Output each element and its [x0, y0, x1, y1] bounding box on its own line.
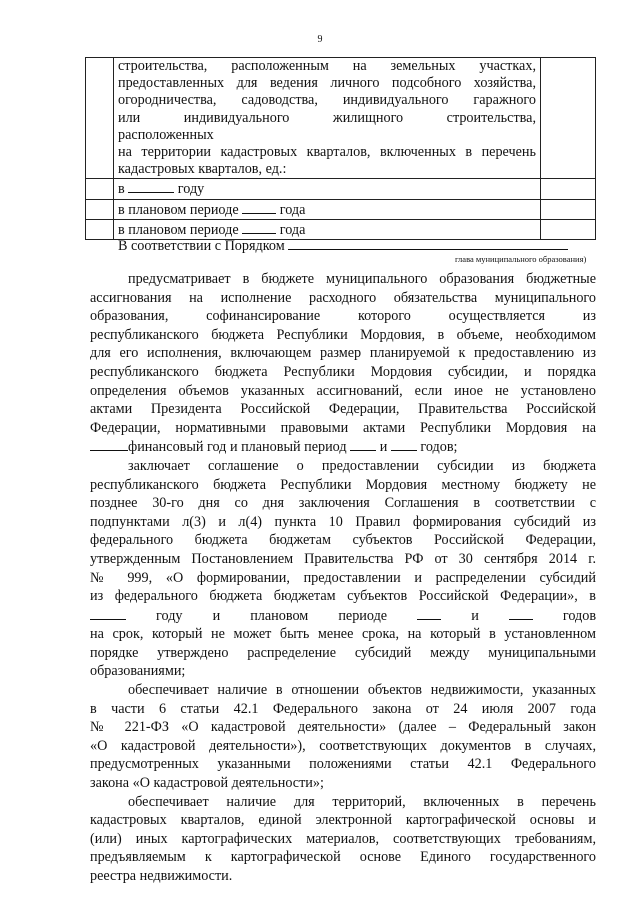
body-line: закона «О кадастровой деятельности»; — [90, 775, 324, 792]
body-line: № 999, «О формировании, предоставлении и распределении субсидий — [90, 569, 596, 586]
body-line — [90, 606, 596, 626]
body-line: республиканского бюджета Республики Мордовия субсидии, и порядка — [90, 363, 596, 380]
row-prefix: в плановом периоде — [118, 201, 239, 218]
body-line: кадастровых кварталов, единой электронной картографической основы и — [90, 812, 596, 829]
body-line: на срок, который не может быть менее срока, на который в установленном — [90, 626, 596, 643]
body-line: определения объемов указанных ассигнований, если иное не установлено — [90, 382, 596, 399]
cell-line: на территории кадастровых кварталов, включенных в перечень — [118, 144, 536, 161]
row-prefix: в плановом периоде — [118, 221, 239, 238]
body-line: позднее 30-го дня со дня заключения Соглашения в соответствии с — [90, 495, 596, 512]
text-fragment: и — [212, 607, 221, 624]
body-line: образования, софинансирование которого осуществляется из — [90, 308, 596, 325]
cell-line: кадастровых кварталов, ед.: — [118, 161, 287, 178]
body-line: «О кадастровой деятельности»), соответствующих документов в случаях, — [90, 737, 596, 754]
row-suffix: году — [177, 181, 205, 198]
page-number: 9 — [317, 34, 323, 45]
body-line: актами Президента Российской Федерации, Правительства Российской — [90, 401, 596, 418]
body-line: республиканского бюджета Республики Мордовия, в объеме, необходимом — [90, 326, 596, 343]
cell-line: огородничества, садоводства, индивидуального гаражного — [118, 92, 536, 109]
blank-line — [391, 437, 417, 451]
blank-line — [417, 606, 441, 620]
table-cell-empty — [541, 199, 596, 219]
table-cell-empty — [86, 58, 114, 179]
sentence-line — [118, 236, 568, 255]
blank-line — [242, 200, 276, 214]
cell-line: расположенных — [118, 126, 214, 143]
table-cell-empty — [86, 179, 114, 199]
text-fragment: плановом — [250, 607, 309, 624]
body-line: обеспечивает наличие для территорий, включенных в перечень — [128, 793, 596, 810]
body-line: (или) иных картографических материалов, соответствующих требованиям, — [90, 830, 596, 847]
text-fragment: годов — [562, 607, 597, 624]
body-line: образованиями; — [90, 663, 186, 680]
form-table — [85, 57, 596, 240]
table-cell-empty — [86, 199, 114, 219]
body-line: Федерации, нормативными правовыми актами Республики Мордовия на — [90, 419, 596, 436]
blank-line — [242, 220, 276, 234]
table-cell-empty — [541, 58, 596, 179]
blank-line — [288, 236, 568, 250]
body-line: № 221-ФЗ «О кадастровой деятельности» (далее – Федеральный закон — [90, 719, 596, 736]
row-suffix: года — [279, 221, 306, 238]
body-line: реестра недвижимости. — [90, 868, 233, 884]
body-line: обеспечивает наличие в отношении объектов недвижимости, указанных — [128, 682, 596, 699]
body-line: заключает соглашение о предоставлении субсидии из бюджета — [128, 457, 596, 474]
text-fragment: и — [379, 439, 388, 456]
body-line: предусмотренных указанными положениями статьи 42.1 Федерального — [90, 756, 596, 773]
table-cell-empty — [541, 179, 596, 199]
text-fragment: годов; — [420, 439, 458, 456]
body-line: ассигнования на исполнение расходного обязательства муниципального — [90, 289, 596, 306]
text-fragment: году — [156, 607, 183, 624]
table-row — [86, 179, 596, 199]
table-row — [86, 58, 596, 179]
text-fragment: финансовый год и плановый период — [128, 439, 347, 456]
body-line: республиканского бюджета Республики Мордовия местному бюджету не — [90, 476, 596, 493]
text-fragment: периоде — [338, 607, 388, 624]
body-line: утвержденным Постановлением Правительства РФ от 30 сентября 2014 г. — [90, 550, 596, 567]
blank-line — [90, 437, 128, 451]
blank-line — [90, 606, 126, 620]
cell-line: предоставленных для ведения личного подсобного хозяйства, — [118, 75, 536, 92]
body-line: федерального бюджета бюджетам субъектов Российской Федерации, — [90, 532, 596, 549]
table-cell-empty — [86, 219, 114, 239]
table-cell-text — [114, 179, 541, 199]
body-line: подпунктами л(3) и л(4) пункта 10 Правил формирования субсидий из — [90, 513, 596, 530]
sentence-prefix: В соответствии с Порядком — [118, 238, 285, 254]
blank-line — [128, 179, 174, 193]
table-cell-text — [114, 199, 541, 219]
body-text — [90, 270, 596, 886]
body-line: предъявляемым к картографической основе Единого государственного — [90, 849, 596, 866]
body-line: в части 6 статьи 42.1 Федерального закона от 24 июля 2007 года — [90, 700, 596, 717]
row-prefix: в — [118, 181, 125, 198]
row-suffix: года — [279, 201, 306, 218]
cell-line: строительства, расположенным на земельных участках, — [118, 58, 536, 74]
table-row — [86, 199, 596, 219]
blank-line — [350, 437, 376, 451]
text-fragment: и — [471, 607, 479, 624]
body-line: порядке утверждено распределение субсидий между муниципальными — [90, 644, 596, 661]
table-cell-text — [114, 58, 541, 179]
blank-line — [509, 606, 533, 620]
body-line: для его исполнения, включающем размер планируемой к предоставлению из — [90, 345, 596, 362]
body-line: предусматривает в бюджете муниципального образования бюджетные — [128, 271, 596, 287]
cell-line: или индивидуального жилищного строительства, — [118, 109, 536, 126]
body-line: из федерального бюджета бюджетам субъектов Российской Федерации», в — [90, 588, 596, 605]
sentence-caption: глава муниципального образования) — [455, 254, 587, 264]
body-line — [90, 437, 596, 457]
